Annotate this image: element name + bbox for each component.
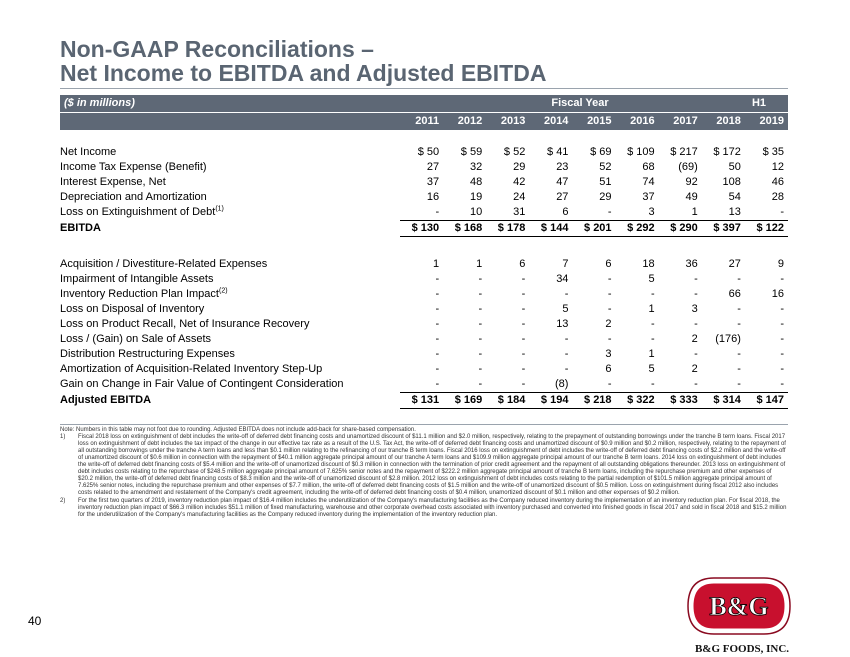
year-header: 2011	[415, 115, 440, 127]
table-cell: $ 178	[486, 221, 529, 237]
table-cell: 18	[642, 258, 655, 270]
table-cell: -	[478, 273, 483, 285]
table-cell: 27	[556, 191, 569, 203]
table-cell: $ 147	[745, 393, 788, 409]
table-cell: -	[478, 348, 483, 360]
table-cell: 37	[426, 176, 440, 188]
row-label	[60, 145, 400, 160]
table-cell: 37	[642, 191, 655, 203]
footnote-divider	[60, 424, 788, 425]
row-label-text: Income Tax Expense (Benefit)	[60, 161, 207, 173]
table-cell: -	[521, 363, 526, 375]
table-cell: 19	[469, 191, 483, 203]
footnote-2-text: For the first two quarters of 2019, inventory reduction plan impact of $16.4 million includes the underutilization of the Company's manufacturing facilities as the Company reduced inventory during the implementation of an inventory reduction plan. For fiscal 2018, the inventory reduction plan impact of $66.3 million includes $51.1 million of fixed manufacturing, warehouse and other corporate overhead costs associated with inventory purchased and converted into finished goods in fiscal 2017 and sold in fiscal 2018 and $15.2 million for the underutilization of the Company's manufacturing facilities as the Company reduced inventory during the implementation of the inventory reduction plan.	[78, 498, 787, 518]
table-cell: -	[607, 288, 612, 300]
table-cell: $ 109	[627, 146, 655, 158]
table-cell: -	[435, 348, 440, 360]
table-cell: -	[400, 205, 443, 221]
table-cell: -	[478, 303, 483, 315]
table-row	[60, 332, 788, 347]
table-cell: $ 194	[529, 393, 572, 409]
table-cell: $ 201	[572, 221, 615, 237]
row-label	[60, 257, 400, 272]
table-row	[60, 190, 788, 205]
table-cell: -	[780, 273, 784, 285]
table-cell: -	[478, 333, 483, 345]
bg-foods-logo	[684, 570, 794, 642]
table-cell: 6	[519, 258, 526, 270]
svg-text:B&G: B&G	[709, 592, 769, 621]
table-cell: -	[435, 318, 440, 330]
table-cell: 5	[648, 273, 655, 285]
table-cell: 54	[728, 191, 741, 203]
table-cell: -	[400, 377, 443, 393]
row-label	[60, 205, 400, 221]
table-row	[60, 175, 788, 190]
table-cell: (8)	[529, 377, 572, 393]
year-header: 2019	[759, 115, 784, 127]
table-cell: -	[486, 377, 529, 393]
year-header: 2013	[500, 115, 526, 127]
table-cell: -	[435, 363, 440, 375]
table-cell: 7	[562, 258, 569, 270]
page-title	[60, 37, 780, 85]
row-label-text: Inventory Reduction Plan Impact	[60, 288, 219, 300]
row-label-text: Impairment of Intangible Assets	[60, 273, 214, 285]
table-cell: 1	[659, 205, 702, 221]
table-cell: 1	[648, 348, 655, 360]
footnote-2	[60, 498, 788, 519]
table-cell: -	[745, 205, 788, 221]
table-cell: -	[702, 377, 745, 393]
table-cell: 29	[513, 161, 526, 173]
table-cell: 36	[685, 258, 698, 270]
table-cell: -	[694, 318, 698, 330]
row-label-text: Interest Expense, Net	[60, 176, 166, 188]
table-row	[60, 317, 788, 332]
years-header-band	[60, 113, 788, 130]
table-cell: $ 35	[762, 146, 784, 158]
title-line-2: Net Income to EBITDA and Adjusted EBITDA	[60, 60, 547, 86]
footnote-2-number: 2)	[60, 498, 66, 504]
table-cell: -	[572, 377, 615, 393]
table-cell: $ 131	[400, 393, 443, 409]
table-cell: 66	[728, 288, 741, 300]
row-label	[60, 347, 400, 362]
table-cell: -	[521, 318, 526, 330]
table-cell: -	[564, 348, 569, 360]
table-cell: (176)	[715, 333, 741, 345]
table-cell: $ 333	[659, 393, 702, 409]
table-cell: 46	[771, 176, 784, 188]
table-cell: -	[564, 288, 569, 300]
table-cell: 74	[642, 176, 655, 188]
table-cell: 32	[469, 161, 483, 173]
table-cell: 42	[513, 176, 526, 188]
row-label	[60, 160, 400, 175]
table-cell: 13	[702, 205, 745, 221]
table-cell: 2	[691, 363, 698, 375]
table-row	[60, 257, 788, 272]
table-cell: -	[650, 288, 655, 300]
table-cell: -	[737, 348, 741, 360]
table-cell: 34	[556, 273, 569, 285]
table-cell: $ 314	[702, 393, 745, 409]
table-cell: $ 144	[529, 221, 572, 237]
table-cell: 6	[605, 363, 612, 375]
table-cell: $ 168	[443, 221, 486, 237]
table-cell: 52	[599, 161, 612, 173]
table-cell: 3	[605, 348, 612, 360]
year-header: 2014	[543, 115, 569, 127]
table-cell: -	[521, 333, 526, 345]
table-cell: $ 122	[745, 221, 788, 237]
table-cell: 1	[432, 258, 440, 270]
table-cell: $ 184	[486, 393, 529, 409]
table-cell: 16	[771, 288, 784, 300]
table-row	[60, 377, 788, 393]
table-row	[60, 362, 788, 377]
footnote-1-text: Fiscal 2018 loss on extinguishment of debt includes the write-off of deferred debt financing costs and unamortized discount of $11.1 million and $2.0 million, respectively, relating to the prepayment of outstanding borrowings under the tranche B term loans. Fiscal 2017 loss on extinguishment of debt includes the tax impact of the change in our effective tax rate as a result of the U.S. Tax Act, the write-off of deferred debt financing costs and unamortized discount of $0.9 million and $0.2 million, respectively, relating to the repayment of all outstanding borrowings under the tranche A term loans and less than $0.1 million relating to the refinancing of our tranche B term loans. Fiscal 2016 loss on extinguishment of debt includes the write-off of deferred debt financing costs of $2.2 million and the write-off of unamortized discount of $0.6 million in connection with the repayment of $40.1 million aggregate principal amount of our tranche A term loans and $109.9 million aggregate principal amount of our tranche B term loans. 2014 loss on extinguishment of debt includes the write-off of deferred debt financing costs of $5.4 million and the write-off of unamortized discount of $0.3 million in connection with the termination of prior credit agreement and the repayment of all outstanding obligations thereunder. 2013 loss on extinguishment of debt includes costs relating to the repurchase of $248.5 million aggregate principal amount of 7.625% senior notes and the repayment of $222.2 million aggregate principal amount of tranche B term loans, including the repurchase premium and other expenses of $20.2 million, the write-off of deferred debt financing costs of $8.3 million and the write-off of unamortized discount of $2.8 million. 2012 loss on extinguishment of debt includes costs relating to the partial redemption of $101.5 million aggregate principal amount of 7.625% senior notes, including the repurchase premium and other expenses of $7.7 million, the write-off of deferred debt financing costs of $1.5 million and the write-off of unamortized discount of $0.5 million. Loss on extinguishment during fiscal 2012 also includes costs related to the amendment and restatement of the Company's credit agreement, including the write-off of deferred debt financing costs of $0.4 million, unamortized discount of $0.1 million and other expenses of $0.2 million.	[78, 434, 786, 496]
table-cell: 31	[486, 205, 529, 221]
table-header-band	[60, 95, 788, 112]
table-cell: -	[435, 333, 440, 345]
table-cell: -	[659, 377, 702, 393]
table-cell: -	[616, 377, 659, 393]
table-cell: 27	[728, 258, 741, 270]
page-number: 40	[28, 614, 42, 628]
table-cell: 6	[605, 258, 612, 270]
table-cell: -	[564, 363, 569, 375]
table-cell: -	[435, 288, 440, 300]
table-cell: 29	[599, 191, 612, 203]
table-cell: -	[478, 288, 483, 300]
table-cell: $ 41	[547, 146, 569, 158]
row-label	[60, 393, 400, 409]
table-cell: -	[607, 303, 612, 315]
table-row	[60, 393, 788, 409]
footnote-1-number: 1)	[60, 434, 66, 440]
table-cell: -	[694, 288, 698, 300]
table-cell: -	[780, 318, 784, 330]
year-header: 2016	[630, 115, 655, 127]
table-cell: -	[521, 348, 526, 360]
footnote-ref: (1)	[215, 205, 224, 213]
year-header: 2017	[673, 115, 698, 127]
table-cell: $ 130	[400, 221, 443, 237]
row-label-text: Adjusted EBITDA	[60, 394, 152, 406]
table-cell: $ 322	[616, 393, 659, 409]
table-cell: 51	[599, 176, 612, 188]
table-cell: 24	[513, 191, 526, 203]
table-cell: -	[435, 273, 440, 285]
table-cell: -	[780, 333, 784, 345]
year-header: 2015	[587, 115, 612, 127]
table-cell: 108	[722, 176, 741, 188]
row-label-text: Depreciation and Amortization	[60, 191, 207, 203]
table-cell: 92	[685, 176, 698, 188]
table-cell: $ 169	[443, 393, 486, 409]
row-label	[60, 302, 400, 317]
table-cell: $ 52	[503, 146, 526, 158]
table-cell: 10	[443, 205, 486, 221]
table-cell: -	[572, 205, 615, 221]
table-cell: -	[443, 377, 486, 393]
reconciliation-table	[60, 145, 788, 409]
table-cell: -	[694, 348, 698, 360]
table-cell: $ 217	[670, 146, 698, 158]
row-label-text: Acquisition / Divestiture-Related Expenses	[60, 258, 268, 270]
table-cell: 3	[616, 205, 659, 221]
row-label	[60, 272, 400, 287]
table-cell: $ 218	[572, 393, 615, 409]
row-label-text: EBITDA	[60, 222, 101, 234]
table-row	[60, 347, 788, 362]
table-cell: -	[435, 303, 440, 315]
title-divider	[60, 88, 788, 89]
table-cell: -	[521, 273, 526, 285]
table-cell: 5	[648, 363, 655, 375]
table-cell: 1	[476, 258, 483, 270]
table-cell: 3	[691, 303, 698, 315]
row-label	[60, 377, 400, 393]
table-cell: 6	[529, 205, 572, 221]
row-label	[60, 287, 400, 302]
units-label: ($ in millions)	[64, 97, 135, 109]
table-cell: 2	[605, 318, 612, 330]
footnote-ref: (2)	[218, 287, 228, 295]
company-name: B&G FOODS, INC.	[694, 643, 790, 655]
table-cell: -	[478, 318, 483, 330]
table-cell: -	[521, 303, 526, 315]
table-cell: $ 290	[659, 221, 702, 237]
table-row	[60, 221, 788, 237]
table-cell: (69)	[678, 161, 698, 173]
table-row	[60, 205, 788, 221]
table-cell: -	[694, 273, 698, 285]
row-label-text: Loss on Disposal of Inventory	[60, 303, 205, 315]
footnote-intro: Note: Numbers in this table may not foot due to rounding. Adjusted EBITDA does not include add-back for share-based compensation.	[60, 427, 416, 433]
table-cell: -	[780, 363, 784, 375]
table-cell: -	[737, 273, 741, 285]
table-cell: 50	[728, 161, 741, 173]
table-cell: -	[607, 273, 612, 285]
table-cell: $ 292	[616, 221, 659, 237]
footnotes	[60, 424, 788, 520]
table-cell: 28	[771, 191, 784, 203]
table-cell: 48	[469, 176, 483, 188]
row-label-text: Amortization of Acquisition-Related Inventory Step-Up	[60, 363, 323, 375]
table-cell: 1	[648, 303, 655, 315]
table-row	[60, 302, 788, 317]
table-cell: 68	[642, 161, 655, 173]
table-cell: -	[745, 377, 788, 393]
table-cell: -	[737, 363, 741, 375]
table-cell: $ 59	[460, 146, 483, 158]
row-label	[60, 221, 400, 237]
fiscal-year-label: Fiscal Year	[551, 97, 609, 109]
table-cell: 47	[556, 176, 569, 188]
row-label	[60, 362, 400, 377]
table-cell: 9	[777, 258, 784, 270]
table-cell: $ 397	[702, 221, 745, 237]
year-header: 2018	[716, 115, 741, 127]
table-cell: $ 50	[417, 146, 440, 158]
row-label	[60, 332, 400, 347]
row-label-text: Loss on Extinguishment of Debt	[60, 206, 216, 219]
table-cell: -	[521, 288, 526, 300]
table-cell: -	[780, 303, 784, 315]
title-line-1: Non-GAAP Reconciliations –	[60, 36, 374, 62]
row-label	[60, 190, 400, 205]
table-cell: 5	[562, 303, 569, 315]
row-label-text: Net Income	[60, 146, 117, 158]
table-cell: 12	[771, 161, 784, 173]
row-label-text: Loss on Product Recall, Net of Insurance Recovery	[60, 318, 310, 330]
table-cell: 2	[691, 333, 698, 345]
row-label	[60, 175, 400, 190]
table-cell: -	[564, 333, 569, 345]
table-cell: -	[737, 318, 741, 330]
table-cell: 16	[426, 191, 440, 203]
year-header: 2012	[457, 115, 483, 127]
footnote-1	[60, 434, 788, 497]
table-cell: -	[780, 348, 784, 360]
table-cell: $ 172	[713, 146, 741, 158]
table-cell: -	[737, 303, 741, 315]
row-label-text: Loss / (Gain) on Sale of Assets	[60, 333, 212, 345]
table-row	[60, 160, 788, 175]
table-cell: 49	[685, 191, 698, 203]
h1-label: H1	[751, 97, 766, 109]
table-row	[60, 272, 788, 287]
table-cell: 23	[556, 161, 569, 173]
row-label-text: Gain on Change in Fair Value of Contingent Consideration	[60, 378, 344, 391]
table-row	[60, 145, 788, 160]
table-row	[60, 287, 788, 302]
row-label-text: Distribution Restructuring Expenses	[60, 348, 235, 360]
table-cell: -	[607, 333, 612, 345]
row-label	[60, 317, 400, 332]
table-cell: -	[478, 363, 483, 375]
table-cell: -	[650, 333, 655, 345]
table-cell: 27	[426, 161, 440, 173]
table-cell: 13	[556, 318, 569, 330]
table-cell: -	[650, 318, 655, 330]
table-cell: $ 69	[590, 146, 612, 158]
